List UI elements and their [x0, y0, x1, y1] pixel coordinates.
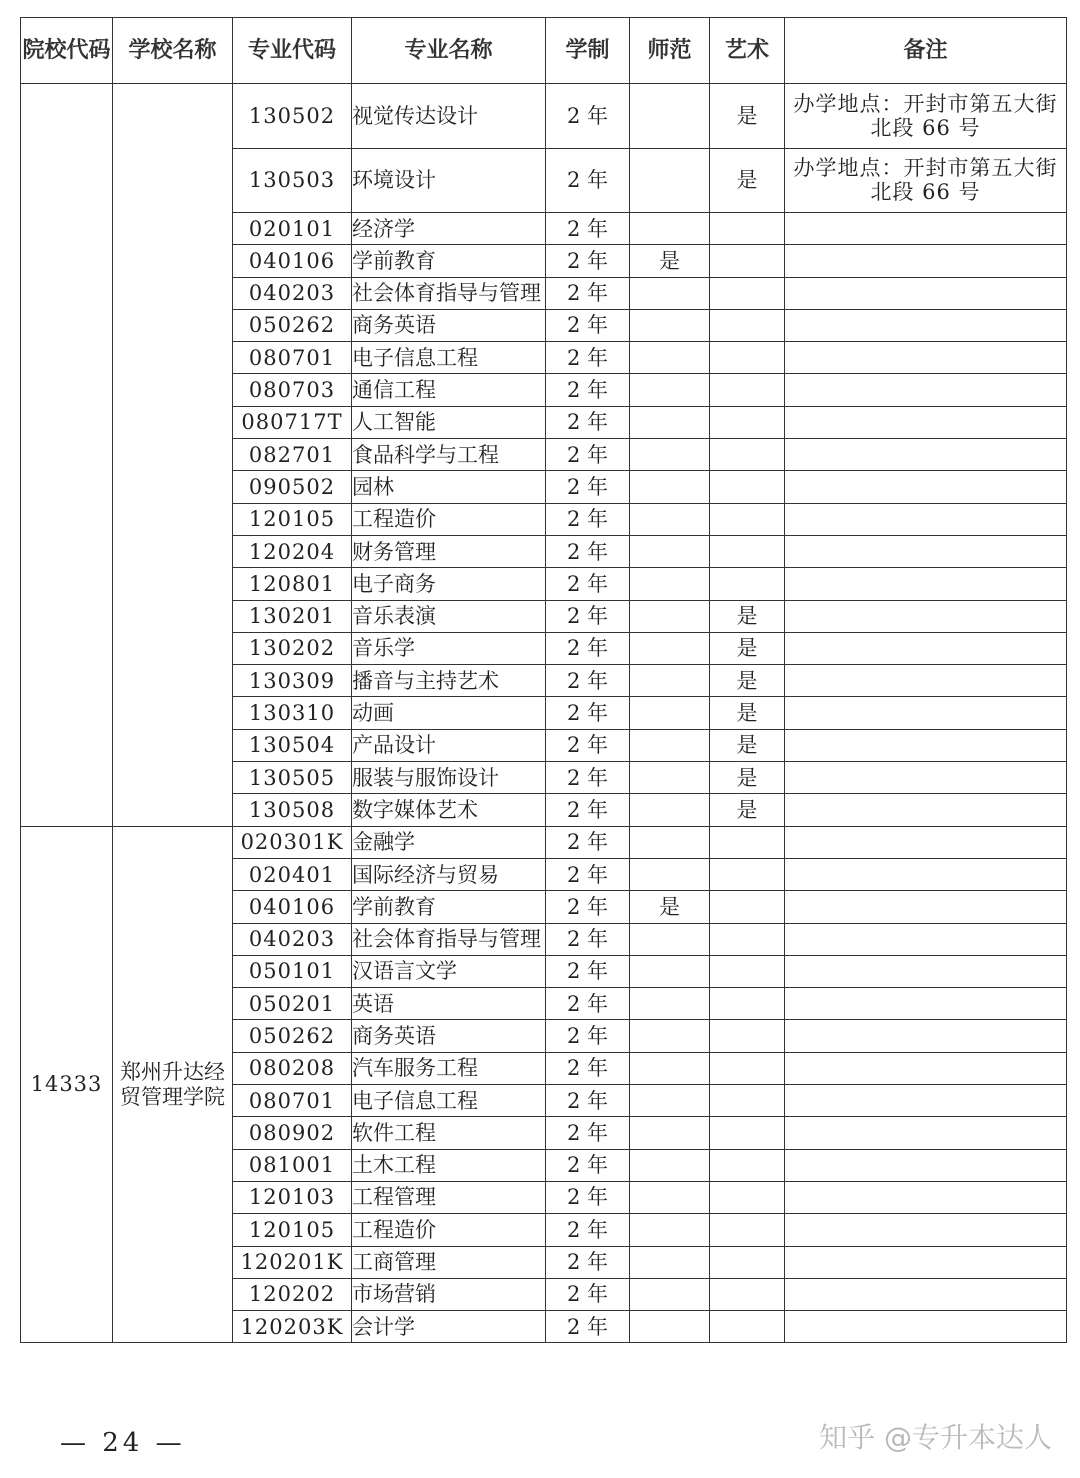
normal-flag-cell — [630, 374, 710, 406]
duration-cell: 2 年 — [546, 665, 630, 697]
note-cell — [785, 1085, 1067, 1117]
major-name-cell: 软件工程 — [352, 1117, 546, 1149]
major-code-cell: 020301K — [233, 826, 352, 858]
duration-cell: 2 年 — [546, 988, 630, 1020]
art-flag-cell — [710, 342, 785, 374]
normal-flag-cell — [630, 277, 710, 309]
normal-flag-cell — [630, 1020, 710, 1052]
major-name-cell: 工商管理 — [352, 1246, 546, 1278]
major-code-cell: 050262 — [233, 1020, 352, 1052]
duration-cell: 2 年 — [546, 1052, 630, 1084]
note-cell — [785, 762, 1067, 794]
art-flag-cell — [710, 1246, 785, 1278]
art-flag-cell — [710, 826, 785, 858]
school-code-cell: 14333 — [21, 826, 113, 1343]
normal-flag-cell — [630, 84, 710, 149]
note-cell: 办学地点：开封市第五大街北段 66 号 — [785, 84, 1067, 149]
duration-cell: 2 年 — [546, 697, 630, 729]
header-art: 艺术 — [710, 18, 785, 84]
duration-cell: 2 年 — [546, 955, 630, 987]
note-cell — [785, 277, 1067, 309]
major-name-cell: 商务英语 — [352, 309, 546, 341]
normal-flag-cell — [630, 858, 710, 890]
normal-flag-cell — [630, 923, 710, 955]
major-code-cell: 120801 — [233, 568, 352, 600]
duration-cell: 2 年 — [546, 762, 630, 794]
duration-cell: 2 年 — [546, 342, 630, 374]
major-name-cell: 经济学 — [352, 213, 546, 245]
major-code-cell: 130505 — [233, 762, 352, 794]
duration-cell: 2 年 — [546, 1214, 630, 1246]
note-cell: 办学地点：开封市第五大街北段 66 号 — [785, 148, 1067, 213]
major-code-cell: 130310 — [233, 697, 352, 729]
major-name-cell: 工程造价 — [352, 503, 546, 535]
normal-flag-cell — [630, 535, 710, 567]
major-code-cell: 080717T — [233, 406, 352, 438]
art-flag-cell — [710, 471, 785, 503]
major-code-cell: 120201K — [233, 1246, 352, 1278]
art-flag-cell: 是 — [710, 84, 785, 149]
art-flag-cell — [710, 1117, 785, 1149]
art-flag-cell — [710, 535, 785, 567]
note-cell — [785, 697, 1067, 729]
note-cell — [785, 1020, 1067, 1052]
major-name-cell: 环境设计 — [352, 148, 546, 213]
major-code-cell: 080703 — [233, 374, 352, 406]
normal-flag-cell — [630, 439, 710, 471]
duration-cell: 2 年 — [546, 213, 630, 245]
normal-flag-cell — [630, 697, 710, 729]
header-major-name: 专业名称 — [352, 18, 546, 84]
note-cell — [785, 535, 1067, 567]
art-flag-cell — [710, 439, 785, 471]
art-flag-cell — [710, 955, 785, 987]
note-cell — [785, 1278, 1067, 1310]
note-cell — [785, 988, 1067, 1020]
art-flag-cell — [710, 1278, 785, 1310]
major-code-cell: 080208 — [233, 1052, 352, 1084]
major-name-cell: 视觉传达设计 — [352, 84, 546, 149]
major-code-cell: 080902 — [233, 1117, 352, 1149]
major-name-cell: 播音与主持艺术 — [352, 665, 546, 697]
normal-flag-cell — [630, 1181, 710, 1213]
normal-flag-cell: 是 — [630, 891, 710, 923]
major-name-cell: 社会体育指导与管理 — [352, 277, 546, 309]
duration-cell: 2 年 — [546, 568, 630, 600]
note-cell — [785, 213, 1067, 245]
note-cell — [785, 245, 1067, 277]
normal-flag-cell — [630, 1052, 710, 1084]
major-code-cell: 090502 — [233, 471, 352, 503]
duration-cell: 2 年 — [546, 84, 630, 149]
major-name-cell: 电子信息工程 — [352, 1085, 546, 1117]
normal-flag-cell — [630, 406, 710, 438]
note-cell — [785, 826, 1067, 858]
note-cell — [785, 1214, 1067, 1246]
major-code-cell: 040203 — [233, 277, 352, 309]
art-flag-cell — [710, 1149, 785, 1181]
majors-table — [20, 17, 1067, 1343]
normal-flag-cell — [630, 1214, 710, 1246]
note-cell — [785, 1246, 1067, 1278]
major-code-cell: 082701 — [233, 439, 352, 471]
art-flag-cell — [710, 923, 785, 955]
note-cell — [785, 503, 1067, 535]
major-code-cell: 050262 — [233, 309, 352, 341]
note-cell — [785, 858, 1067, 890]
note-cell — [785, 342, 1067, 374]
major-name-cell: 动画 — [352, 697, 546, 729]
normal-flag-cell — [630, 632, 710, 664]
art-flag-cell — [710, 891, 785, 923]
major-name-cell: 数字媒体艺术 — [352, 794, 546, 826]
note-cell — [785, 309, 1067, 341]
normal-flag-cell — [630, 148, 710, 213]
normal-flag-cell — [630, 762, 710, 794]
normal-flag-cell — [630, 1246, 710, 1278]
art-flag-cell — [710, 988, 785, 1020]
major-name-cell: 服装与服饰设计 — [352, 762, 546, 794]
note-cell — [785, 439, 1067, 471]
duration-cell: 2 年 — [546, 148, 630, 213]
note-cell — [785, 406, 1067, 438]
major-name-cell: 产品设计 — [352, 729, 546, 761]
duration-cell: 2 年 — [546, 1117, 630, 1149]
art-flag-cell: 是 — [710, 697, 785, 729]
normal-flag-cell — [630, 568, 710, 600]
art-flag-cell — [710, 1052, 785, 1084]
note-cell — [785, 729, 1067, 761]
art-flag-cell — [710, 1020, 785, 1052]
duration-cell: 2 年 — [546, 535, 630, 567]
school-code-cell — [21, 84, 113, 827]
major-name-cell: 商务英语 — [352, 1020, 546, 1052]
major-name-cell: 社会体育指导与管理 — [352, 923, 546, 955]
normal-flag-cell — [630, 1149, 710, 1181]
normal-flag-cell — [630, 1085, 710, 1117]
note-cell — [785, 1149, 1067, 1181]
art-flag-cell — [710, 374, 785, 406]
note-cell — [785, 1117, 1067, 1149]
header-school-name: 学校名称 — [113, 18, 233, 84]
duration-cell: 2 年 — [546, 632, 630, 664]
art-flag-cell: 是 — [710, 665, 785, 697]
normal-flag-cell — [630, 1278, 710, 1310]
header-duration: 学制 — [546, 18, 630, 84]
note-cell — [785, 568, 1067, 600]
major-name-cell: 英语 — [352, 988, 546, 1020]
note-cell — [785, 794, 1067, 826]
duration-cell: 2 年 — [546, 277, 630, 309]
normal-flag-cell — [630, 988, 710, 1020]
table-row — [21, 826, 1067, 858]
normal-flag-cell — [630, 826, 710, 858]
art-flag-cell: 是 — [710, 148, 785, 213]
major-code-cell: 050101 — [233, 955, 352, 987]
major-name-cell: 金融学 — [352, 826, 546, 858]
duration-cell: 2 年 — [546, 1149, 630, 1181]
header-note: 备注 — [785, 18, 1067, 84]
duration-cell: 2 年 — [546, 923, 630, 955]
normal-flag-cell — [630, 794, 710, 826]
art-flag-cell — [710, 858, 785, 890]
table-row — [21, 84, 1067, 149]
major-code-cell: 120202 — [233, 1278, 352, 1310]
note-cell — [785, 665, 1067, 697]
art-flag-cell: 是 — [710, 600, 785, 632]
major-name-cell: 音乐学 — [352, 632, 546, 664]
art-flag-cell — [710, 309, 785, 341]
table-body — [21, 84, 1067, 1343]
school-name-cell: 郑州升达经贸管理学院 — [113, 826, 233, 1343]
major-name-cell: 人工智能 — [352, 406, 546, 438]
major-code-cell: 130504 — [233, 729, 352, 761]
major-code-cell: 130309 — [233, 665, 352, 697]
duration-cell: 2 年 — [546, 406, 630, 438]
major-name-cell: 财务管理 — [352, 535, 546, 567]
major-code-cell: 130508 — [233, 794, 352, 826]
art-flag-cell — [710, 277, 785, 309]
note-cell — [785, 374, 1067, 406]
art-flag-cell — [710, 245, 785, 277]
art-flag-cell — [710, 1214, 785, 1246]
major-code-cell: 130503 — [233, 148, 352, 213]
school-name-cell — [113, 84, 233, 827]
note-cell — [785, 1052, 1067, 1084]
duration-cell: 2 年 — [546, 1181, 630, 1213]
art-flag-cell — [710, 406, 785, 438]
normal-flag-cell — [630, 309, 710, 341]
major-name-cell: 音乐表演 — [352, 600, 546, 632]
normal-flag-cell — [630, 1117, 710, 1149]
major-code-cell: 040106 — [233, 891, 352, 923]
duration-cell: 2 年 — [546, 374, 630, 406]
note-cell — [785, 923, 1067, 955]
major-code-cell: 120105 — [233, 1214, 352, 1246]
art-flag-cell — [710, 568, 785, 600]
duration-cell: 2 年 — [546, 471, 630, 503]
normal-flag-cell: 是 — [630, 245, 710, 277]
header-row — [21, 18, 1067, 84]
art-flag-cell: 是 — [710, 762, 785, 794]
major-code-cell: 120203K — [233, 1311, 352, 1343]
note-cell — [785, 891, 1067, 923]
note-cell — [785, 632, 1067, 664]
art-flag-cell: 是 — [710, 632, 785, 664]
art-flag-cell — [710, 213, 785, 245]
major-name-cell: 会计学 — [352, 1311, 546, 1343]
major-code-cell: 020401 — [233, 858, 352, 890]
major-name-cell: 园林 — [352, 471, 546, 503]
major-code-cell: 130201 — [233, 600, 352, 632]
duration-cell: 2 年 — [546, 794, 630, 826]
major-name-cell: 电子商务 — [352, 568, 546, 600]
major-code-cell: 020101 — [233, 213, 352, 245]
art-flag-cell: 是 — [710, 729, 785, 761]
art-flag-cell — [710, 1085, 785, 1117]
normal-flag-cell — [630, 665, 710, 697]
major-code-cell: 130202 — [233, 632, 352, 664]
major-name-cell: 通信工程 — [352, 374, 546, 406]
major-name-cell: 工程造价 — [352, 1214, 546, 1246]
major-name-cell: 国际经济与贸易 — [352, 858, 546, 890]
major-name-cell: 汉语言文学 — [352, 955, 546, 987]
page-number: — 24 — — [60, 1428, 186, 1458]
major-name-cell: 汽车服务工程 — [352, 1052, 546, 1084]
normal-flag-cell — [630, 600, 710, 632]
header-normal: 师范 — [630, 18, 710, 84]
major-code-cell: 050201 — [233, 988, 352, 1020]
header-major-code: 专业代码 — [233, 18, 352, 84]
duration-cell: 2 年 — [546, 826, 630, 858]
duration-cell: 2 年 — [546, 891, 630, 923]
duration-cell: 2 年 — [546, 439, 630, 471]
header-school-code: 院校代码 — [21, 18, 113, 84]
watermark: 知乎 @专升本达人 — [819, 1421, 1052, 1454]
duration-cell: 2 年 — [546, 1311, 630, 1343]
art-flag-cell — [710, 1311, 785, 1343]
note-cell — [785, 1311, 1067, 1343]
art-flag-cell: 是 — [710, 794, 785, 826]
major-name-cell: 学前教育 — [352, 891, 546, 923]
art-flag-cell — [710, 503, 785, 535]
major-code-cell: 040203 — [233, 923, 352, 955]
normal-flag-cell — [630, 503, 710, 535]
normal-flag-cell — [630, 955, 710, 987]
duration-cell: 2 年 — [546, 1278, 630, 1310]
major-code-cell: 120103 — [233, 1181, 352, 1213]
normal-flag-cell — [630, 729, 710, 761]
art-flag-cell — [710, 1181, 785, 1213]
major-code-cell: 080701 — [233, 1085, 352, 1117]
duration-cell: 2 年 — [546, 245, 630, 277]
major-name-cell: 学前教育 — [352, 245, 546, 277]
normal-flag-cell — [630, 1311, 710, 1343]
duration-cell: 2 年 — [546, 1246, 630, 1278]
major-name-cell: 市场营销 — [352, 1278, 546, 1310]
major-code-cell: 130502 — [233, 84, 352, 149]
duration-cell: 2 年 — [546, 600, 630, 632]
note-cell — [785, 1181, 1067, 1213]
major-code-cell: 080701 — [233, 342, 352, 374]
major-code-cell: 081001 — [233, 1149, 352, 1181]
duration-cell: 2 年 — [546, 729, 630, 761]
duration-cell: 2 年 — [546, 1085, 630, 1117]
major-name-cell: 食品科学与工程 — [352, 439, 546, 471]
duration-cell: 2 年 — [546, 503, 630, 535]
major-code-cell: 120204 — [233, 535, 352, 567]
major-code-cell: 120105 — [233, 503, 352, 535]
duration-cell: 2 年 — [546, 309, 630, 341]
note-cell — [785, 955, 1067, 987]
major-name-cell: 电子信息工程 — [352, 342, 546, 374]
normal-flag-cell — [630, 342, 710, 374]
normal-flag-cell — [630, 213, 710, 245]
major-name-cell: 土木工程 — [352, 1149, 546, 1181]
duration-cell: 2 年 — [546, 858, 630, 890]
normal-flag-cell — [630, 471, 710, 503]
note-cell — [785, 471, 1067, 503]
major-name-cell: 工程管理 — [352, 1181, 546, 1213]
duration-cell: 2 年 — [546, 1020, 630, 1052]
note-cell — [785, 600, 1067, 632]
major-code-cell: 040106 — [233, 245, 352, 277]
